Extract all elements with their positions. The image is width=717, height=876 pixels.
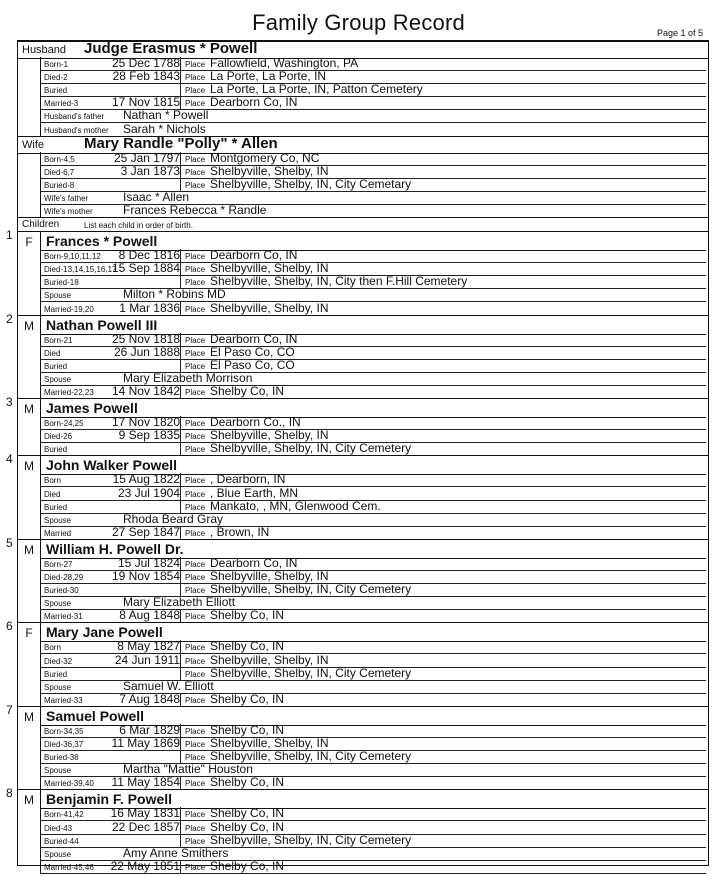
event-date: 11 May 1869: [111, 736, 180, 751]
event-label: Born-9,10,11,12: [44, 252, 101, 262]
event-date: 6 Mar 1829: [119, 722, 180, 737]
event-place: Shelby Co, IN: [210, 691, 285, 706]
event-label: Buried-30: [44, 586, 79, 596]
event-label: Buried: [44, 86, 68, 96]
place-label: Place: [185, 167, 206, 177]
event-place: Shelbyville, Shelby, IN: [210, 428, 329, 443]
event-row: [40, 526, 706, 540]
children-label: Children: [22, 219, 60, 231]
event-place: Shelbyville, Shelby, IN: [210, 261, 329, 276]
child-name: Frances * Powell: [46, 233, 158, 250]
column-divider: [180, 776, 181, 789]
column-divider: [180, 724, 181, 737]
relation-value: Amy Anne Smithers: [123, 845, 229, 860]
page-title: Family Group Record: [252, 10, 465, 35]
place-label: Place: [185, 836, 206, 846]
child-number: 7: [6, 702, 13, 717]
event-place: El Paso Co, CO: [210, 344, 295, 359]
event-label: Born: [44, 476, 61, 486]
relation-label: Spouse: [44, 291, 72, 301]
event-date: 15 Jul 1824: [117, 555, 180, 570]
event-date: 3 Jan 1873: [120, 163, 180, 178]
column-divider: [180, 750, 181, 763]
event-date: 1 Mar 1836: [119, 300, 180, 315]
event-label: Died-36,37: [44, 740, 84, 750]
event-date: 11 May 1854: [111, 775, 180, 790]
relation-value: Mary Elizabeth Morrison: [123, 370, 253, 385]
place-label: Place: [185, 823, 206, 833]
event-place: , Dearborn, IN: [210, 472, 286, 487]
child-name: Benjamin F. Powell: [46, 791, 173, 808]
event-date: 9 Sep 1835: [118, 428, 180, 443]
column-divider: [180, 83, 181, 96]
column-divider: [180, 473, 181, 486]
child-number: 6: [6, 619, 13, 634]
child-sex: M: [24, 402, 34, 417]
event-place: Shelby Co, IN: [210, 639, 285, 654]
column-divider: [180, 385, 181, 398]
event-place: Shelbyville, Shelby, IN, City Cemetery: [210, 665, 412, 680]
role-label: Husband: [22, 44, 67, 56]
place-label: Place: [185, 726, 206, 736]
child-number: 3: [6, 395, 13, 410]
event-label: Born: [44, 643, 61, 653]
event-label: Born-34,35: [44, 726, 84, 736]
column-divider: [180, 834, 181, 847]
relation-value: Martha "Mattie" Houston: [123, 762, 253, 777]
event-place: La Porte, La Porte, IN, Patton Cemetery: [210, 82, 423, 97]
event-label: Died-26: [44, 432, 73, 442]
event-row: [40, 860, 706, 874]
event-label: Married-45,46: [44, 862, 94, 872]
child-sex: M: [24, 542, 34, 557]
relation-label: Husband's father: [44, 112, 105, 122]
relation-value: Mary Elizabeth Elliott: [123, 595, 236, 610]
event-place: La Porte, La Porte, IN: [210, 69, 327, 84]
event-label: Buried: [44, 669, 68, 679]
child-sex: M: [24, 459, 34, 474]
column-divider: [180, 500, 181, 513]
event-row: [40, 385, 706, 399]
relation-label: Husband's mother: [44, 125, 109, 135]
place-label: Place: [185, 419, 206, 429]
event-place: Shelby Co, IN: [210, 819, 285, 834]
place-label: Place: [185, 304, 206, 314]
event-place: Shelbyville, Shelby, IN: [210, 163, 329, 178]
event-place: Shelbyville, Shelby, IN: [210, 652, 329, 667]
column-divider: [180, 302, 181, 315]
children-note: List each child in order of birth.: [84, 221, 193, 231]
event-date: 19 Nov 1854: [111, 569, 180, 584]
place-label: Place: [185, 779, 206, 789]
event-place: Dearborn Co, IN: [210, 555, 298, 570]
family-group-form: [17, 40, 709, 873]
child-name: Mary Jane Powell: [46, 624, 163, 641]
event-label: Buried-44: [44, 836, 79, 846]
relation-label: Spouse: [44, 766, 72, 776]
event-label: Buried: [44, 445, 68, 455]
child-name: William H. Powell Dr.: [46, 540, 184, 557]
event-label: Born-21: [44, 335, 73, 345]
relation-value: Samuel W. Elliott: [123, 678, 214, 693]
column-divider: [180, 165, 181, 178]
place-label: Place: [185, 265, 206, 275]
column-divider: [180, 693, 181, 706]
event-place: Shelby Co, IN: [210, 722, 285, 737]
page-number: Page 1 of 5: [656, 28, 703, 38]
place-label: Place: [185, 573, 206, 583]
column-divider: [180, 609, 181, 622]
relation-label: Wife's mother: [44, 207, 93, 217]
place-label: Place: [185, 695, 206, 705]
column-divider: [180, 275, 181, 288]
event-label: Buried: [44, 502, 68, 512]
column-divider: [180, 667, 181, 680]
column-divider: [180, 737, 181, 750]
relation-row: [40, 204, 706, 218]
event-place: , Blue Earth, MN: [210, 485, 299, 500]
indent-line: [40, 152, 41, 218]
event-place: Mankato, , MN, Glenwood Cem.: [210, 498, 381, 513]
column-divider: [180, 640, 181, 653]
event-date: 23 Jul 1904: [117, 485, 180, 500]
event-date: 15 Sep 1884: [111, 261, 180, 276]
event-place: Dearborn Co, IN: [210, 248, 298, 263]
event-label: Died-13,14,15,16,17: [44, 265, 117, 275]
event-date: 8 May 1827: [117, 639, 180, 654]
column-divider: [180, 860, 181, 873]
relation-label: Spouse: [44, 374, 72, 384]
event-label: Died-2: [44, 73, 68, 83]
place-label: Place: [185, 810, 206, 820]
child-sex: F: [25, 626, 33, 641]
person-name: Mary Randle "Polly" * Allen: [84, 134, 278, 152]
column-divider: [180, 262, 181, 275]
column-divider: [180, 346, 181, 359]
event-row: [40, 609, 706, 623]
event-place: Shelby Co, IN: [210, 858, 285, 873]
column-divider: [180, 526, 181, 539]
column-divider: [180, 583, 181, 596]
place-label: Place: [185, 73, 206, 83]
event-place: El Paso Co, CO: [210, 357, 295, 372]
place-label: Place: [185, 753, 206, 763]
event-place: Shelby Co, IN: [210, 775, 285, 790]
event-place: Shelbyville, Shelby, IN, City Cemetary: [210, 176, 412, 191]
child-sex: F: [25, 235, 33, 250]
place-label: Place: [185, 86, 206, 96]
column-divider: [180, 249, 181, 262]
role-label: Wife: [22, 138, 44, 151]
event-label: Married-31: [44, 612, 83, 622]
column-divider: [180, 359, 181, 372]
relation-value: Nathan * Powell: [123, 108, 209, 123]
child-number: 4: [6, 452, 13, 467]
place-label: Place: [185, 445, 206, 455]
column-divider: [180, 557, 181, 570]
person-name: Judge Erasmus * Powell: [84, 40, 258, 57]
event-place: Shelbyville, Shelby, IN, City Cemetery: [210, 441, 412, 456]
relation-value: Sarah * Nichols: [123, 121, 206, 136]
event-date: 25 Jan 1797: [113, 150, 180, 165]
place-label: Place: [185, 180, 206, 190]
child-number: 5: [6, 535, 13, 550]
place-label: Place: [185, 559, 206, 569]
event-row: [40, 346, 706, 360]
child-sex: M: [24, 709, 34, 724]
event-date: 8 Dec 1816: [118, 248, 180, 263]
event-label: Married: [44, 528, 72, 538]
event-place: Shelbyville, Shelby, IN, City Cemetery: [210, 582, 412, 597]
child-sex: M: [24, 793, 34, 808]
event-date: 26 Jun 1888: [113, 344, 180, 359]
event-label: Married-22,23: [44, 388, 94, 398]
event-label: Married-33: [44, 695, 83, 705]
children-header: [18, 217, 708, 232]
place-label: Place: [185, 154, 206, 164]
child-name: James Powell: [46, 400, 138, 417]
place-label: Place: [185, 278, 206, 288]
relation-label: Spouse: [44, 682, 72, 692]
event-date: 24 Jun 1911: [114, 652, 180, 667]
place-label: Place: [185, 476, 206, 486]
event-label: Born-1: [44, 60, 69, 70]
relation-value: Isaac * Allen: [123, 189, 190, 204]
column-divider: [180, 70, 181, 83]
place-label: Place: [185, 643, 206, 653]
event-place: Shelby Co, IN: [210, 806, 285, 821]
relation-label: Spouse: [44, 515, 72, 525]
event-label: Married-19,20: [44, 304, 94, 314]
event-label: Died: [44, 348, 61, 358]
event-place: Dearborn Co., IN: [210, 415, 301, 430]
event-row: [40, 442, 706, 456]
place-label: Place: [185, 656, 206, 666]
column-divider: [180, 654, 181, 667]
event-date: 27 Sep 1847: [111, 524, 180, 539]
event-place: Dearborn Co, IN: [210, 95, 298, 110]
column-divider: [180, 152, 181, 165]
event-label: Born-27: [44, 559, 73, 569]
event-label: Married-3: [44, 99, 79, 109]
column-divider: [180, 821, 181, 834]
event-place: Shelbyville, Shelby, IN, City then F.Hill Cemetery: [210, 274, 468, 289]
column-divider: [180, 96, 181, 109]
relation-value: Milton * Robins MD: [123, 287, 226, 302]
event-label: Buried-8: [44, 180, 75, 190]
place-label: Place: [185, 432, 206, 442]
place-label: Place: [185, 335, 206, 345]
event-label: Born-41,42: [44, 810, 84, 820]
place-label: Place: [185, 60, 206, 70]
column-divider: [180, 487, 181, 500]
event-date: 25 Dec 1788: [111, 56, 180, 71]
event-place: Shelbyville, Shelby, IN, City Cemetery: [210, 832, 412, 847]
event-place: Shelby Co, IN: [210, 384, 285, 399]
event-row: [40, 776, 706, 790]
column-divider: [180, 57, 181, 70]
event-label: Born-4,5: [44, 154, 75, 164]
child-number: 2: [6, 311, 13, 326]
column-divider: [180, 570, 181, 583]
event-date: 17 Nov 1815: [111, 95, 180, 110]
place-label: Place: [185, 612, 206, 622]
child-number: 1: [6, 228, 13, 243]
event-place: Montgomery Co, NC: [210, 150, 320, 165]
event-place: Shelbyville, Shelby, IN: [210, 569, 329, 584]
relation-label: Wife's father: [44, 193, 89, 203]
event-label: Died-6,7: [44, 167, 75, 177]
column-divider: [180, 442, 181, 455]
event-place: Fallowfield, Washington, PA: [210, 56, 359, 71]
child-name: John Walker Powell: [46, 457, 177, 474]
event-label: Buried-18: [44, 278, 79, 288]
event-label: Born-24,25: [44, 419, 84, 429]
event-place: Shelbyville, Shelby, IN: [210, 736, 329, 751]
column-divider: [180, 416, 181, 429]
place-label: Place: [185, 348, 206, 358]
event-date: 14 Nov 1842: [111, 384, 180, 399]
event-label: Buried: [44, 361, 68, 371]
place-label: Place: [185, 252, 206, 262]
event-place: Shelbyville, Shelby, IN: [210, 300, 329, 315]
place-label: Place: [185, 502, 206, 512]
child-name: Nathan Powell III: [46, 316, 158, 333]
relation-value: Frances Rebecca * Randle: [123, 203, 267, 218]
event-date: 8 Aug 1848: [119, 608, 180, 623]
place-label: Place: [185, 862, 206, 872]
relation-label: Spouse: [44, 849, 72, 859]
place-label: Place: [185, 528, 206, 538]
event-label: Died-28,29: [44, 573, 84, 583]
place-label: Place: [185, 388, 206, 398]
place-label: Place: [185, 361, 206, 371]
child-number: 8: [6, 786, 13, 801]
event-date: 17 Nov 1820: [111, 415, 180, 430]
event-place: Shelby Co, IN: [210, 608, 285, 623]
indent-line: [40, 57, 41, 136]
event-date: 25 Nov 1818: [111, 331, 180, 346]
event-date: 22 Dec 1857: [111, 819, 180, 834]
event-label: Died-43: [44, 823, 73, 833]
event-date: 15 Aug 1822: [112, 472, 180, 487]
event-place: Shelbyville, Shelby, IN, City Cemetery: [210, 749, 412, 764]
child-name: Samuel Powell: [46, 707, 145, 724]
event-place: Dearborn Co, IN: [210, 331, 298, 346]
event-row: [40, 693, 706, 707]
place-label: Place: [185, 489, 206, 499]
place-label: Place: [185, 669, 206, 679]
relation-label: Spouse: [44, 599, 72, 609]
column-divider: [180, 178, 181, 191]
event-label: Buried-38: [44, 753, 79, 763]
event-place: , Brown, IN: [210, 524, 270, 539]
event-date: 16 May 1831: [110, 806, 180, 821]
event-label: Married-39,40: [44, 779, 94, 789]
child-sex: M: [24, 318, 34, 333]
event-label: Died-32: [44, 656, 73, 666]
relation-value: Rhoda Beard Gray: [123, 511, 224, 526]
event-date: 7 Aug 1848: [119, 691, 180, 706]
place-label: Place: [185, 99, 206, 109]
column-divider: [180, 333, 181, 346]
event-date: 22 May 1851: [110, 858, 180, 873]
event-label: Died: [44, 489, 61, 499]
event-date: 28 Feb 1843: [112, 69, 180, 84]
event-row: [40, 302, 706, 316]
column-divider: [180, 807, 181, 820]
column-divider: [180, 429, 181, 442]
place-label: Place: [185, 740, 206, 750]
place-label: Place: [185, 586, 206, 596]
